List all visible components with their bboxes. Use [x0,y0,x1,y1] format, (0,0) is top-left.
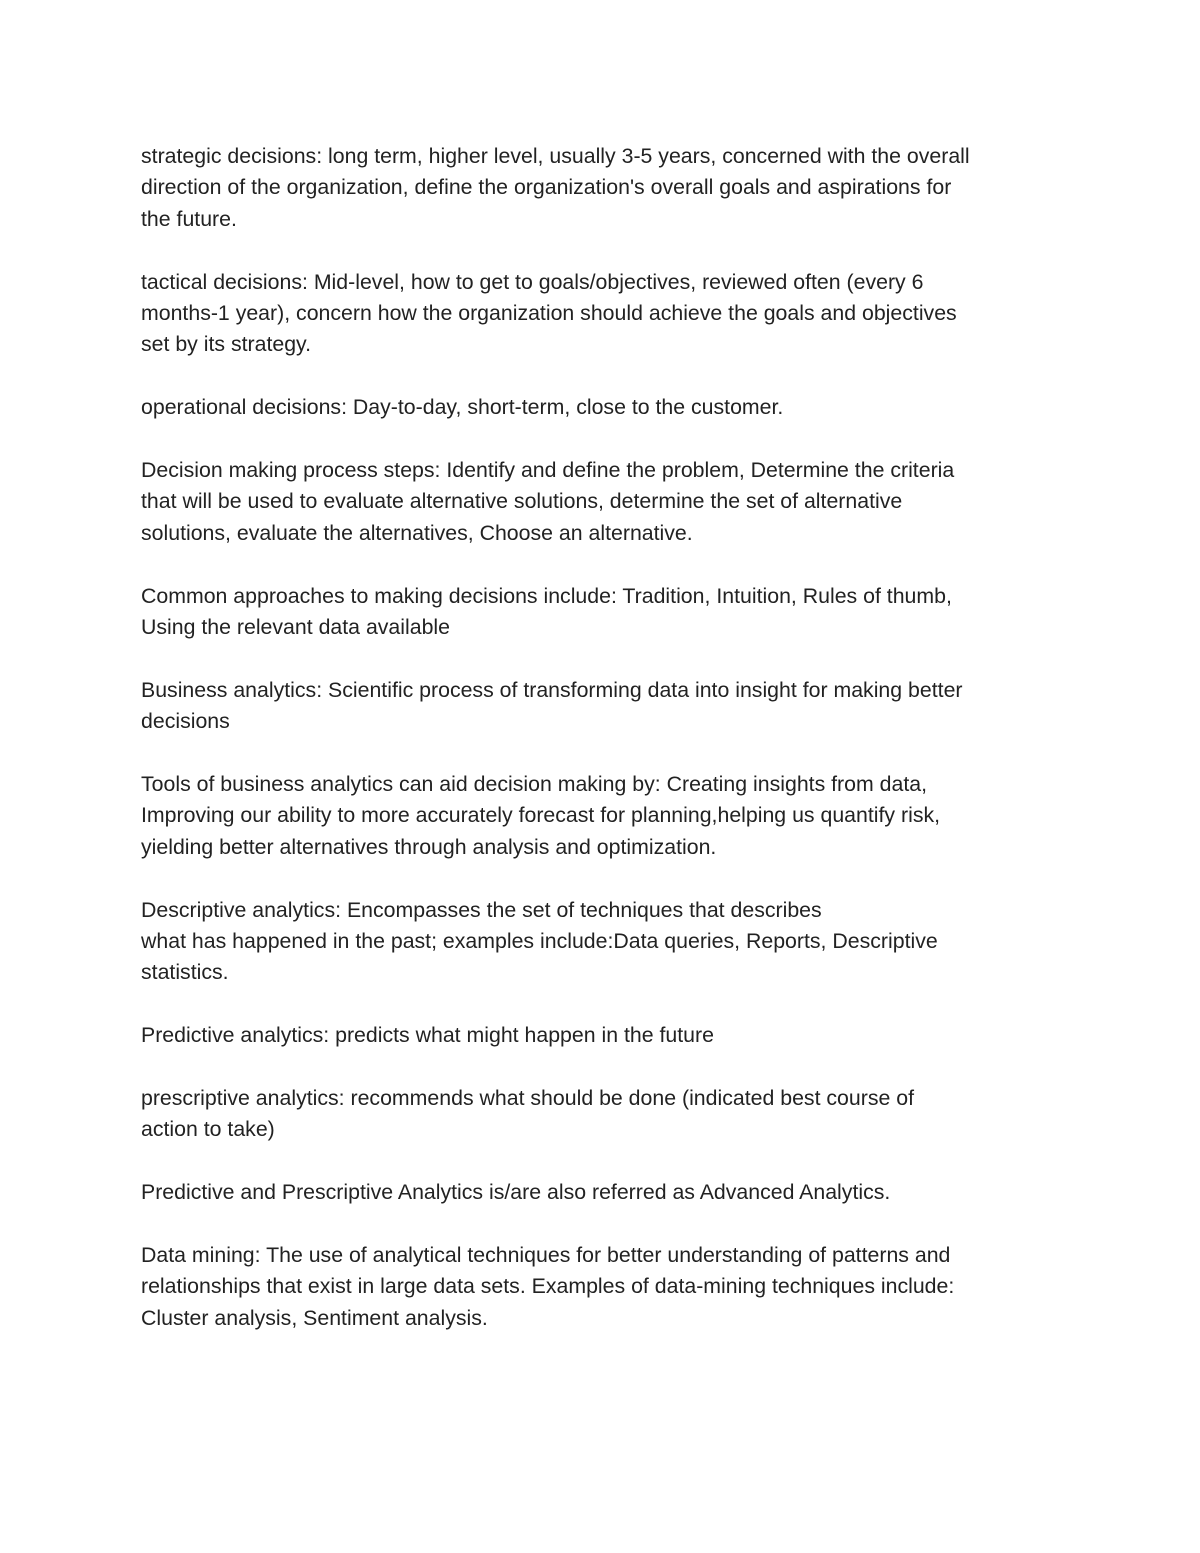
paragraph-prescriptive-analytics [141,1083,1071,1146]
paragraph-business-analytics [141,675,1071,738]
paragraph-common-approaches [141,581,1071,644]
text-line: the future. [141,206,237,231]
text-line: strategic decisions: long term, higher level, usually 3-5 years, concerned with the overall [141,144,970,168]
text-line: Decision making process steps: Identify and define the problem, Determine the criteria [141,458,955,483]
text-line: action to take) [141,1117,275,1142]
paragraph-tactical-decisions [141,267,1071,361]
text-line: Tools of business analytics can aid decision making by: Creating insights from data, [141,772,928,797]
text-line: Data mining: The use of analytical techniques for better understanding of patterns and [141,1243,951,1268]
text-line: Predictive and Prescriptive Analytics is/are also referred as Advanced Analytics. [141,1180,891,1205]
text-line: that will be used to evaluate alternative solutions, determine the set of alternative [141,489,903,514]
paragraph-predictive-analytics [141,1020,1071,1051]
paragraph-advanced-analytics [141,1177,1071,1208]
text-line: Cluster analysis, Sentiment analysis. [141,1305,488,1330]
text-line: set by its strategy. [141,332,312,357]
text-line: Common approaches to making decisions include: Tradition, Intuition, Rules of thumb, [141,583,952,608]
paragraph-decision-making-steps [141,455,1071,549]
text-line: Improving our ability to more accurately forecast for planning,helping us quantify risk, [141,803,941,828]
text-line: tactical decisions: Mid-level, how to get to goals/objectives, reviewed often (every 6 [141,269,924,294]
text-line: yielding better alternatives through analysis and optimization. [141,834,717,859]
text-line: relationships that exist in large data sets. Examples of data-mining techniques include: [141,1274,955,1299]
text-line: statistics. [141,960,229,985]
paragraph-descriptive-analytics [141,895,1071,989]
paragraph-data-mining [141,1240,1071,1334]
text-line: Descriptive analytics: Encompasses the set of techniques that describes [141,897,822,922]
text-line: prescriptive analytics: recommends what should be done (indicated best course of [141,1086,915,1111]
text-line: Using the relevant data available [141,615,451,640]
paragraph-tools-of-analytics [141,769,1071,863]
text-line: solutions, evaluate the alternatives, Choose an alternative. [141,520,693,545]
paragraph-strategic-decisions [141,141,1071,235]
text-line: decisions [141,709,230,734]
paragraph-operational-decisions [141,392,1071,423]
document-body [141,141,1071,1366]
text-line: direction of the organization, define the organization's overall goals and aspirations for [141,175,952,200]
text-line: months-1 year), concern how the organization should achieve the goals and objectives [141,301,957,326]
text-line: Predictive analytics: predicts what might happen in the future [141,1023,714,1048]
text-line: operational decisions: Day-to-day, short-term, close to the customer. [141,395,784,420]
text-line: Business analytics: Scientific process of transforming data into insight for making better [141,677,963,702]
text-line: what has happened in the past; examples include:Data queries, Reports, Descriptive [141,929,938,954]
